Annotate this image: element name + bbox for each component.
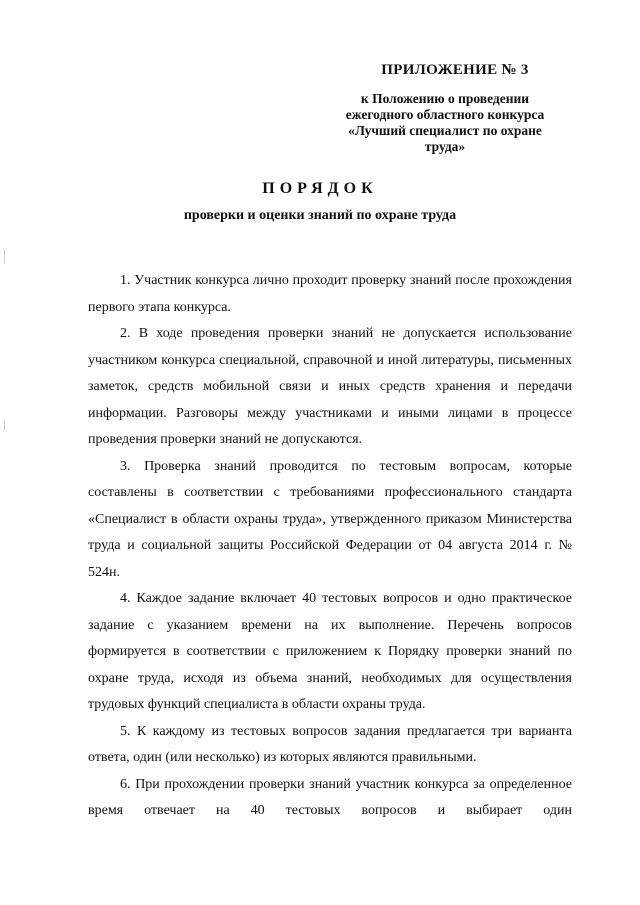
appendix-title: ПРИЛОЖЕНИЕ № 3 — [381, 62, 529, 78]
paragraph-6: 6. При прохождении проверки знаний участник конкурса за определенное время отвечает на 40 тестовых вопросов и выбирает один — [88, 776, 572, 818]
document-body — [88, 268, 572, 825]
appendix-line: «Лучший специалист по охране — [348, 123, 542, 138]
paragraph-4: 4. Каждое задание включает 40 тестовых вопросов и одно практическое задание с указанием времени на их выполнение. Перечень вопросов формируется в соответствии с приложением к Порядку проверки знаний по охране труда, исходя из объема знаний, необходимых для осуществления трудовых функций специалиста в области охраны труда. — [88, 591, 572, 712]
appendix-line: ежегодного областного конкурса — [345, 107, 545, 122]
appendix-line: к Положению о проведении — [360, 91, 530, 106]
appendix-line: труда» — [424, 139, 466, 154]
paragraph-5: 5. К каждому из тестовых вопросов задания предлагается три варианта ответа, один (или несколько) из которых являются правильными. — [88, 723, 572, 765]
paragraph-3: 3. Проверка знаний проводится по тестовым вопросам, которые составлены в соответствии с требованиями профессионального стандарта «Специалист в области охраны труда», утвержденного приказом Министерства труда и социальной защиты Российской Федерации от 04 августа 2014 г. № 524н. — [88, 458, 572, 580]
scan-edge-mark — [4, 420, 5, 430]
document-title: ПОРЯДОК — [262, 180, 378, 197]
appendix-header — [300, 62, 590, 155]
paragraph-1: 1. Участник конкурса лично проходит проверку знаний после прохождения первого этапа конкурса. — [88, 273, 572, 315]
document-subtitle: проверки и оценки знаний по охране труда — [183, 208, 457, 223]
scan-edge-mark — [4, 250, 5, 264]
paragraph-2: 2. В ходе проведения проверки знаний не допускается использование участником конкурса специальной, справочной и иной литературы, письменных заметок, средств мобильной связи и иных средств хранения и передачи информации. Разговоры между участниками и иными лицами в процессе проведения проверки знаний не допускаются. — [88, 326, 572, 447]
